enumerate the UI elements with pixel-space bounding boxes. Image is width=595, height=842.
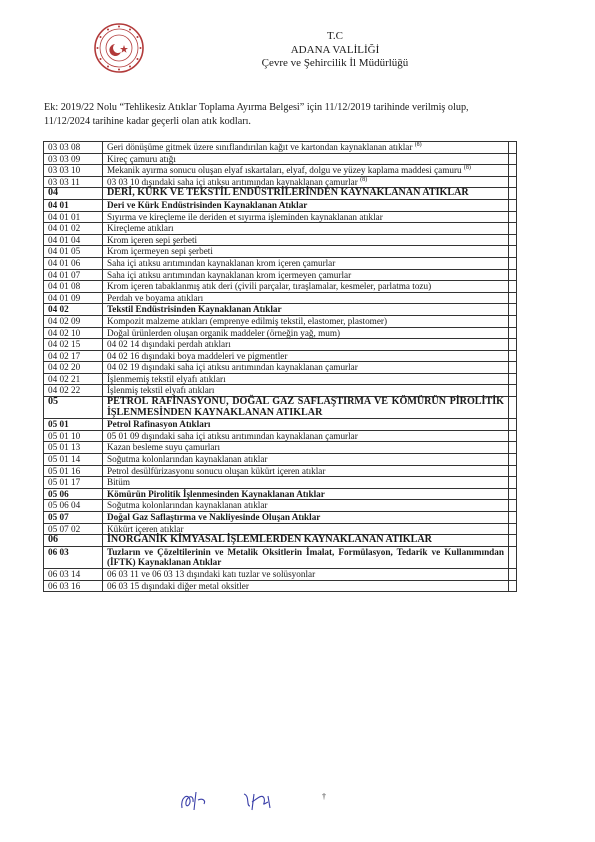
blank-column — [509, 199, 517, 211]
waste-code: 05 01 14 — [44, 454, 103, 466]
signature-1 — [176, 788, 216, 814]
waste-code: 04 01 01 — [44, 211, 103, 223]
waste-description — [103, 419, 509, 431]
waste-description-text: İNORGANİK KİMYASAL İŞLEMLERDEN KAYNAKLANAN ATIKLAR — [107, 534, 432, 546]
waste-description-text: 06 03 15 dışındaki diğer metal oksitler — [107, 580, 249, 591]
blank-column — [509, 188, 517, 200]
blank-column — [509, 315, 517, 327]
blank-column — [509, 176, 517, 188]
waste-description-text: Saha içi atıksu arıtımından kaynaklanan krom içeren çamurlar — [107, 257, 336, 268]
waste-description — [103, 269, 509, 281]
waste-code: 03 03 11 — [44, 176, 103, 188]
waste-description-text: Kompozit malzeme atıkları (emprenye edilmiş tekstil, elastomer, plastomer) — [107, 315, 388, 326]
waste-code: 05 06 — [44, 488, 103, 500]
blank-column — [509, 327, 517, 339]
blank-column — [509, 339, 517, 351]
blank-column — [509, 500, 517, 512]
waste-description-text: DERİ, KÜRK VE TEKSTİL ENDÜSTRİLERİNDEN KAYNAKLANAN ATIKLAR — [107, 187, 469, 199]
waste-description-text: 04 02 19 dışındaki saha içi atıksu arıtımından kaynaklanan çamurlar — [107, 362, 358, 373]
waste-description — [103, 165, 509, 177]
waste-description — [103, 430, 509, 442]
table-row — [44, 488, 517, 500]
waste-code: 05 01 13 — [44, 442, 103, 454]
table-row — [44, 223, 517, 235]
waste-code: 04 02 22 — [44, 385, 103, 397]
waste-code: 04 02 21 — [44, 373, 103, 385]
table-row — [44, 269, 517, 281]
table-row — [44, 430, 517, 442]
waste-code: 05 07 02 — [44, 523, 103, 535]
blank-column — [509, 246, 517, 258]
waste-code: 05 01 16 — [44, 465, 103, 477]
waste-description — [103, 488, 509, 500]
header-tc: T.C — [327, 30, 343, 42]
blank-column — [509, 153, 517, 165]
waste-code: 06 — [44, 535, 103, 547]
waste-description-text: 04 02 16 dışındaki boya maddeleri ve pigmentler — [107, 350, 288, 361]
waste-code: 04 — [44, 188, 103, 200]
blank-column — [509, 535, 517, 547]
table-row — [44, 512, 517, 524]
table-row — [44, 419, 517, 431]
waste-code: 05 01 10 — [44, 430, 103, 442]
waste-description — [103, 350, 509, 362]
blank-column — [509, 304, 517, 316]
waste-description — [103, 153, 509, 165]
waste-description — [103, 397, 509, 419]
waste-description-text: Kireç çamuru atığı — [107, 153, 176, 164]
waste-description-text: Krom içermeyen sepi şerbeti — [107, 246, 213, 257]
blank-column — [509, 292, 517, 304]
table-row — [44, 454, 517, 466]
waste-description — [103, 477, 509, 489]
blank-column — [509, 211, 517, 223]
waste-code: 04 02 17 — [44, 350, 103, 362]
table-row — [44, 442, 517, 454]
table-row — [44, 568, 517, 580]
table-row — [44, 465, 517, 477]
waste-code: 04 02 15 — [44, 339, 103, 351]
waste-description-text: Soğutma kolonlarından kaynaklanan atıklar — [107, 500, 268, 511]
waste-description-text: 03 03 10 dışındaki saha içi atıksu arıtımından kaynaklanan çamurlar — [107, 176, 358, 187]
waste-description-text: Kükürt içeren atıklar — [107, 523, 184, 534]
waste-description — [103, 327, 509, 339]
waste-description-text: PETROL RAFİNASYONU, DOĞAL GAZ SAFLAŞTIRMA VE KÖMÜRÜN PİROLİTİK İŞLENMESİNDEN KAYNAKLANAN ATIKLAR — [107, 396, 504, 418]
blank-column — [509, 269, 517, 281]
waste-description — [103, 546, 509, 568]
signature-mark: † — [322, 792, 326, 801]
waste-description — [103, 304, 509, 316]
table-row — [44, 397, 517, 419]
waste-description — [103, 512, 509, 524]
blank-column — [509, 385, 517, 397]
waste-description-text: Tuzların ve Çözeltilerinin ve Metalik Oksitlerin İmalat, Formülasyon, Tedarik ve Kullanımından (İFTK) Kaynaklanan Atıklar — [107, 546, 504, 568]
table-row — [44, 315, 517, 327]
header-directorate: Çevre ve Şehircilik İl Müdürlüğü — [261, 57, 409, 69]
waste-description — [103, 442, 509, 454]
blank-column — [509, 568, 517, 580]
waste-code: 04 01 — [44, 199, 103, 211]
waste-code: 03 03 08 — [44, 142, 103, 154]
blank-column — [509, 419, 517, 431]
waste-description-text: Krom içeren tabaklanmış atık deri (çivili parçalar, tıraşlamalar, kesmeler, parlatma tozu) — [107, 281, 432, 292]
waste-description-text: Kazan besleme suyu çamurları — [107, 442, 221, 453]
waste-description — [103, 257, 509, 269]
blank-column — [509, 234, 517, 246]
waste-description — [103, 454, 509, 466]
blank-column — [509, 512, 517, 524]
ministry-seal-logo — [93, 22, 145, 74]
blank-column — [509, 442, 517, 454]
waste-description — [103, 523, 509, 535]
waste-description — [103, 465, 509, 477]
blank-column — [509, 373, 517, 385]
waste-description — [103, 292, 509, 304]
table-row — [44, 281, 517, 293]
waste-description — [103, 281, 509, 293]
waste-code: 04 02 20 — [44, 362, 103, 374]
footnote-ref: (8) — [463, 165, 471, 172]
waste-description — [103, 199, 509, 211]
waste-description-text: Geri dönüşüme gitmek üzere sınıflandırılan kağıt ve kartondan kaynaklanan atıklar — [107, 142, 413, 152]
blank-column — [509, 488, 517, 500]
waste-description — [103, 246, 509, 258]
table-row — [44, 546, 517, 568]
waste-code: 03 03 09 — [44, 153, 103, 165]
waste-description-text: İşlenmemiş tekstil elyafı atıkları — [107, 373, 226, 384]
waste-description — [103, 188, 509, 200]
blank-column — [509, 397, 517, 419]
waste-description — [103, 362, 509, 374]
blank-column — [509, 281, 517, 293]
intro-line-1: Ek: 2019/22 Nolu “Tehlikesiz Atıklar Toplama Ayırma Belgesi” için 11/12/2019 tarihinde verilmiş olup, — [44, 102, 469, 113]
blank-column — [509, 465, 517, 477]
waste-code: 04 01 07 — [44, 269, 103, 281]
waste-description-text: Kömürün Pirolitik İşlenmesinden Kaynaklanan Atıklar — [107, 488, 325, 499]
waste-description-text: İşlenmiş tekstil elyafı atıkları — [107, 385, 215, 396]
table-row — [44, 257, 517, 269]
blank-column — [509, 142, 517, 154]
footnote-ref: (8) — [414, 141, 422, 148]
waste-code: 05 07 — [44, 512, 103, 524]
waste-description — [103, 568, 509, 580]
waste-description-text: Doğal Gaz Saflaştırma ve Nakliyesinde Oluşan Atıklar — [107, 512, 321, 522]
waste-code: 04 02 — [44, 304, 103, 316]
table-row — [44, 373, 517, 385]
table-row — [44, 165, 517, 177]
waste-code: 04 01 06 — [44, 257, 103, 269]
waste-code: 06 03 16 — [44, 580, 103, 592]
table-row — [44, 211, 517, 223]
table-row — [44, 246, 517, 258]
waste-description — [103, 500, 509, 512]
waste-description — [103, 580, 509, 592]
waste-code: 04 02 09 — [44, 315, 103, 327]
waste-description — [103, 234, 509, 246]
blank-column — [509, 430, 517, 442]
blank-column — [509, 477, 517, 489]
waste-code: 05 06 04 — [44, 500, 103, 512]
waste-description — [103, 339, 509, 351]
waste-code: 04 02 10 — [44, 327, 103, 339]
waste-description — [103, 211, 509, 223]
waste-description-text: Bitüm — [107, 477, 130, 488]
table-row — [44, 199, 517, 211]
waste-description — [103, 223, 509, 235]
table-row — [44, 142, 517, 154]
table-row — [44, 153, 517, 165]
table-row — [44, 234, 517, 246]
waste-description-text: Mekanik ayırma sonucu oluşan elyaf ıskartaları, elyaf, dolgu ve yüzey kaplama maddesi çamuru — [107, 165, 462, 176]
document-header — [205, 30, 465, 71]
table-row — [44, 304, 517, 316]
table-row — [44, 350, 517, 362]
table-row — [44, 580, 517, 592]
waste-description-text: Deri ve Kürk Endüstrisinden Kaynaklanan Atıklar — [107, 199, 308, 210]
table-row — [44, 292, 517, 304]
waste-description — [103, 142, 509, 154]
waste-code: 06 03 14 — [44, 568, 103, 580]
waste-description-text: Petrol Rafinasyon Atıkları — [107, 419, 211, 430]
table-row — [44, 362, 517, 374]
waste-code: 05 01 17 — [44, 477, 103, 489]
waste-description-text: 04 02 14 dışındaki perdah atıkları — [107, 339, 231, 350]
waste-description-text: Soğutma kolonlarından kaynaklanan atıklar — [107, 454, 268, 465]
waste-description-text: Krom içeren sepi şerbeti — [107, 234, 198, 245]
blank-column — [509, 580, 517, 592]
table-row — [44, 385, 517, 397]
waste-code: 03 03 10 — [44, 165, 103, 177]
waste-description — [103, 535, 509, 547]
waste-codes-table — [43, 141, 517, 592]
waste-code: 06 03 — [44, 546, 103, 568]
blank-column — [509, 257, 517, 269]
waste-description-text: 06 03 11 ve 06 03 13 dışındaki katı tuzlar ve solüsyonlar — [107, 568, 316, 579]
waste-description-text: Tekstil Endüstrisinden Kaynaklanan Atıklar — [107, 304, 282, 315]
table-row — [44, 500, 517, 512]
blank-column — [509, 546, 517, 568]
waste-code: 04 01 08 — [44, 281, 103, 293]
waste-description-text: 05 01 09 dışındaki saha içi atıksu arıtımından kaynaklanan çamurlar — [107, 430, 358, 441]
table-row — [44, 523, 517, 535]
blank-column — [509, 454, 517, 466]
table-row — [44, 188, 517, 200]
waste-description-text: Saha içi atıksu arıtımından kaynaklanan krom içermeyen çamurlar — [107, 269, 352, 280]
header-governorship: ADANA VALİLİĞİ — [290, 43, 380, 56]
waste-code: 04 01 02 — [44, 223, 103, 235]
waste-description — [103, 385, 509, 397]
waste-code: 05 01 — [44, 419, 103, 431]
waste-description-text: Kireçleme atıkları — [107, 223, 174, 234]
waste-description-text: Petrol desülfürizasyonu sonucu oluşan kükürt içeren atıklar — [107, 465, 326, 476]
waste-code: 04 01 04 — [44, 234, 103, 246]
table-row — [44, 327, 517, 339]
waste-codes-body — [44, 142, 517, 592]
blank-column — [509, 362, 517, 374]
blank-column — [509, 165, 517, 177]
intro-text — [44, 101, 564, 128]
table-row — [44, 477, 517, 489]
waste-description-text: Perdah ve boyama atıkları — [107, 292, 204, 303]
waste-description-text: Doğal ürünlerden oluşan organik maddeler (örneğin yağ, mum) — [107, 327, 341, 338]
blank-column — [509, 223, 517, 235]
waste-code: 05 — [44, 397, 103, 419]
waste-description — [103, 315, 509, 327]
blank-column — [509, 523, 517, 535]
table-row — [44, 535, 517, 547]
table-row — [44, 339, 517, 351]
footnote-ref: (8) — [360, 176, 368, 183]
intro-line-2: 11/12/2024 tarihine kadar geçerli olan atık kodları. — [44, 115, 251, 127]
waste-description — [103, 373, 509, 385]
signature-2 — [240, 788, 276, 814]
waste-code: 04 01 05 — [44, 246, 103, 258]
blank-column — [509, 350, 517, 362]
waste-code: 04 01 09 — [44, 292, 103, 304]
waste-description-text: Sıyırma ve kireçleme ile deriden et sıyırma işleminden kaynaklanan atıklar — [107, 211, 383, 222]
